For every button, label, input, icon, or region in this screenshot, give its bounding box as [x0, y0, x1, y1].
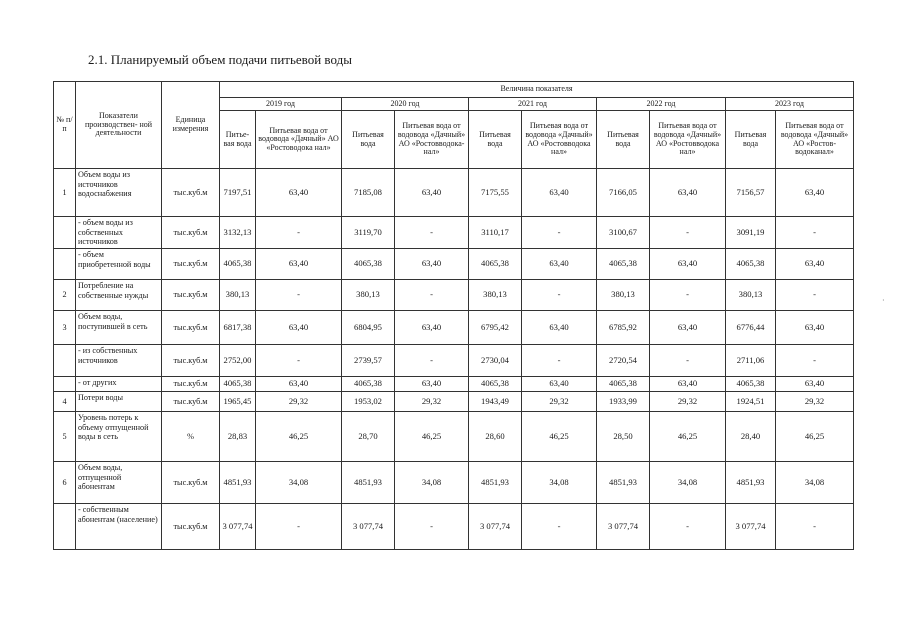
value-cell: 3 077,74	[220, 504, 256, 550]
value-cell: 4065,38	[726, 249, 776, 280]
value-cell: 29,32	[395, 392, 469, 412]
row-number: 4	[54, 392, 76, 412]
value-cell: -	[776, 217, 854, 249]
value-cell: 63,40	[522, 249, 597, 280]
header-indicator: Показатели производствен- ной деятельности	[76, 82, 162, 169]
value-cell: 3132,13	[220, 217, 256, 249]
value-cell: 1965,45	[220, 392, 256, 412]
value-cell: 7197,51	[220, 169, 256, 217]
value-cell: 4065,38	[469, 249, 522, 280]
value-cell: 2752,00	[220, 345, 256, 377]
row-unit: тыс.куб.м	[162, 249, 220, 280]
value-cell: 4851,93	[726, 462, 776, 504]
value-cell: 63,40	[256, 169, 342, 217]
water-supply-table	[53, 81, 854, 550]
value-cell: 46,25	[256, 412, 342, 462]
value-cell: 3 077,74	[726, 504, 776, 550]
value-cell: -	[650, 280, 726, 311]
value-cell: -	[776, 345, 854, 377]
row-number: 6	[54, 462, 76, 504]
value-cell: 63,40	[395, 311, 469, 345]
table-row	[54, 311, 854, 345]
row-unit: тыс.куб.м	[162, 217, 220, 249]
header-year: 2020 год	[342, 98, 469, 111]
value-cell: 63,40	[776, 311, 854, 345]
row-indicator: Потери воды	[76, 392, 162, 412]
header-year: 2022 год	[597, 98, 726, 111]
value-cell: -	[256, 504, 342, 550]
value-cell: 6785,92	[597, 311, 650, 345]
row-unit: тыс.куб.м	[162, 280, 220, 311]
value-cell: 3110,17	[469, 217, 522, 249]
value-cell: 63,40	[522, 377, 597, 392]
value-cell: 2711,06	[726, 345, 776, 377]
header-dachny-water: Питьевая вода от водовода «Дачный» АО «Ростоводока нал»	[256, 111, 342, 169]
value-cell: 4065,38	[469, 377, 522, 392]
table-row	[54, 412, 854, 462]
row-number: 2	[54, 280, 76, 311]
value-cell: 63,40	[776, 249, 854, 280]
value-cell: 4065,38	[220, 377, 256, 392]
value-cell: -	[256, 280, 342, 311]
value-cell: -	[776, 280, 854, 311]
value-cell: 63,40	[256, 377, 342, 392]
value-cell: 1943,49	[469, 392, 522, 412]
value-cell: 63,40	[256, 311, 342, 345]
header-drinking-water: Питьевая вода	[597, 111, 650, 169]
value-cell: 7156,57	[726, 169, 776, 217]
value-cell: 63,40	[395, 249, 469, 280]
row-number	[54, 345, 76, 377]
value-cell: -	[522, 504, 597, 550]
header-drinking-water: Питьевая вода	[726, 111, 776, 169]
row-unit: тыс.куб.м	[162, 169, 220, 217]
value-cell: 3 077,74	[597, 504, 650, 550]
value-cell: 29,32	[650, 392, 726, 412]
page-edge-mark: ·	[882, 296, 885, 305]
value-cell: -	[522, 345, 597, 377]
header-unit: Единица измерения	[162, 82, 220, 169]
row-number	[54, 249, 76, 280]
value-cell: -	[256, 345, 342, 377]
value-cell: -	[395, 217, 469, 249]
value-cell: 1933,99	[597, 392, 650, 412]
header-drinking-water: Питье- вая вода	[220, 111, 256, 169]
value-cell: 34,08	[776, 462, 854, 504]
header-year: 2019 год	[220, 98, 342, 111]
row-unit: тыс.куб.м	[162, 311, 220, 345]
value-cell: 63,40	[395, 377, 469, 392]
row-indicator: - собственным абонентам (население)	[76, 504, 162, 550]
value-cell: 1924,51	[726, 392, 776, 412]
value-cell: 63,40	[650, 377, 726, 392]
header-dachny-water: Питьевая вода от водовода «Дачный» АО «Ростовводока нал»	[522, 111, 597, 169]
value-cell: 28,50	[597, 412, 650, 462]
value-cell: 4065,38	[342, 377, 395, 392]
value-cell: 1953,02	[342, 392, 395, 412]
value-cell: 7166,05	[597, 169, 650, 217]
value-cell: 6795,42	[469, 311, 522, 345]
value-cell: 2730,04	[469, 345, 522, 377]
row-unit: тыс.куб.м	[162, 377, 220, 392]
value-cell: 29,32	[256, 392, 342, 412]
value-cell: -	[522, 217, 597, 249]
row-indicator: - объем приобретенной воды	[76, 249, 162, 280]
header-value-group: Величина показателя	[220, 82, 854, 98]
value-cell: 380,13	[597, 280, 650, 311]
value-cell: 380,13	[220, 280, 256, 311]
row-number: 3	[54, 311, 76, 345]
row-unit: тыс.куб.м	[162, 345, 220, 377]
value-cell: -	[395, 280, 469, 311]
value-cell: -	[650, 217, 726, 249]
value-cell: 63,40	[395, 169, 469, 217]
value-cell: -	[650, 345, 726, 377]
row-unit: тыс.куб.м	[162, 462, 220, 504]
row-unit: %	[162, 412, 220, 462]
table-row	[54, 345, 854, 377]
value-cell: 63,40	[776, 377, 854, 392]
value-cell: 4851,93	[342, 462, 395, 504]
row-number	[54, 217, 76, 249]
table-row	[54, 169, 854, 217]
value-cell: 3091,19	[726, 217, 776, 249]
value-cell: 3 077,74	[342, 504, 395, 550]
header-year: 2023 год	[726, 98, 854, 111]
value-cell: 3 077,74	[469, 504, 522, 550]
value-cell: 28,70	[342, 412, 395, 462]
value-cell: -	[776, 504, 854, 550]
document-title: 2.1. Планируемый объем подачи питьевой воды	[88, 52, 352, 67]
value-cell: 63,40	[776, 169, 854, 217]
value-cell: 46,25	[776, 412, 854, 462]
value-cell: 28,60	[469, 412, 522, 462]
row-number	[54, 377, 76, 392]
value-cell: 2739,57	[342, 345, 395, 377]
value-cell: 29,32	[522, 392, 597, 412]
value-cell: 7175,55	[469, 169, 522, 217]
value-cell: 4065,38	[342, 249, 395, 280]
value-cell: -	[650, 504, 726, 550]
value-cell: 63,40	[650, 249, 726, 280]
row-number: 1	[54, 169, 76, 217]
value-cell: 34,08	[395, 462, 469, 504]
value-cell: 28,83	[220, 412, 256, 462]
value-cell: 34,08	[256, 462, 342, 504]
value-cell: 4851,93	[469, 462, 522, 504]
table-row	[54, 504, 854, 550]
table-row	[54, 392, 854, 412]
header-dachny-water: Питьевая вода от водовода «Дачный» АО «Ростовводока- нал»	[395, 111, 469, 169]
row-indicator: Уровень потерь к объему отпущенной воды в сеть	[76, 412, 162, 462]
value-cell: 380,13	[726, 280, 776, 311]
header-drinking-water: Питьевая вода	[469, 111, 522, 169]
row-number: 5	[54, 412, 76, 462]
value-cell: 63,40	[522, 311, 597, 345]
value-cell: 2720,54	[597, 345, 650, 377]
value-cell: 63,40	[256, 249, 342, 280]
row-indicator: - объем воды из собственных источников	[76, 217, 162, 249]
header-no: № п/ п	[54, 82, 76, 169]
value-cell: 63,40	[522, 169, 597, 217]
table-row	[54, 249, 854, 280]
header-dachny-water: Питьевая вода от водовода «Дачный» АО «Ростов- водоканал»	[776, 111, 854, 169]
row-indicator: - из собственных источников	[76, 345, 162, 377]
value-cell: -	[395, 345, 469, 377]
row-indicator: Потребление на собственные нужды	[76, 280, 162, 311]
value-cell: 63,40	[650, 311, 726, 345]
row-indicator: - от других	[76, 377, 162, 392]
header-dachny-water: Питьевая вода от водовода «Дачный» АО «Ростовводока нал»	[650, 111, 726, 169]
value-cell: 29,32	[776, 392, 854, 412]
table-row	[54, 217, 854, 249]
value-cell: 3100,67	[597, 217, 650, 249]
value-cell: 6776,44	[726, 311, 776, 345]
row-indicator: Объем воды, отпущенной абонентам	[76, 462, 162, 504]
value-cell: 63,40	[650, 169, 726, 217]
table-row	[54, 377, 854, 392]
table-row	[54, 280, 854, 311]
value-cell: 4851,93	[220, 462, 256, 504]
table-row	[54, 462, 854, 504]
value-cell: -	[256, 217, 342, 249]
value-cell: 380,13	[342, 280, 395, 311]
value-cell: -	[395, 504, 469, 550]
value-cell: 46,25	[650, 412, 726, 462]
value-cell: 7185,08	[342, 169, 395, 217]
value-cell: 6804,95	[342, 311, 395, 345]
value-cell: 34,08	[650, 462, 726, 504]
value-cell: 28,40	[726, 412, 776, 462]
value-cell: 3119,70	[342, 217, 395, 249]
value-cell: 46,25	[522, 412, 597, 462]
value-cell: 380,13	[469, 280, 522, 311]
header-year: 2021 год	[469, 98, 597, 111]
value-cell: -	[522, 280, 597, 311]
header-drinking-water: Питьевая вода	[342, 111, 395, 169]
row-unit: тыс.куб.м	[162, 504, 220, 550]
value-cell: 4065,38	[597, 249, 650, 280]
row-indicator: Объем воды, поступившей в сеть	[76, 311, 162, 345]
value-cell: 4065,38	[220, 249, 256, 280]
value-cell: 46,25	[395, 412, 469, 462]
row-unit: тыс.куб.м	[162, 392, 220, 412]
value-cell: 4851,93	[597, 462, 650, 504]
row-indicator: Объем воды из источников водоснабжения	[76, 169, 162, 217]
row-number	[54, 504, 76, 550]
value-cell: 34,08	[522, 462, 597, 504]
value-cell: 4065,38	[726, 377, 776, 392]
value-cell: 4065,38	[597, 377, 650, 392]
value-cell: 6817,38	[220, 311, 256, 345]
